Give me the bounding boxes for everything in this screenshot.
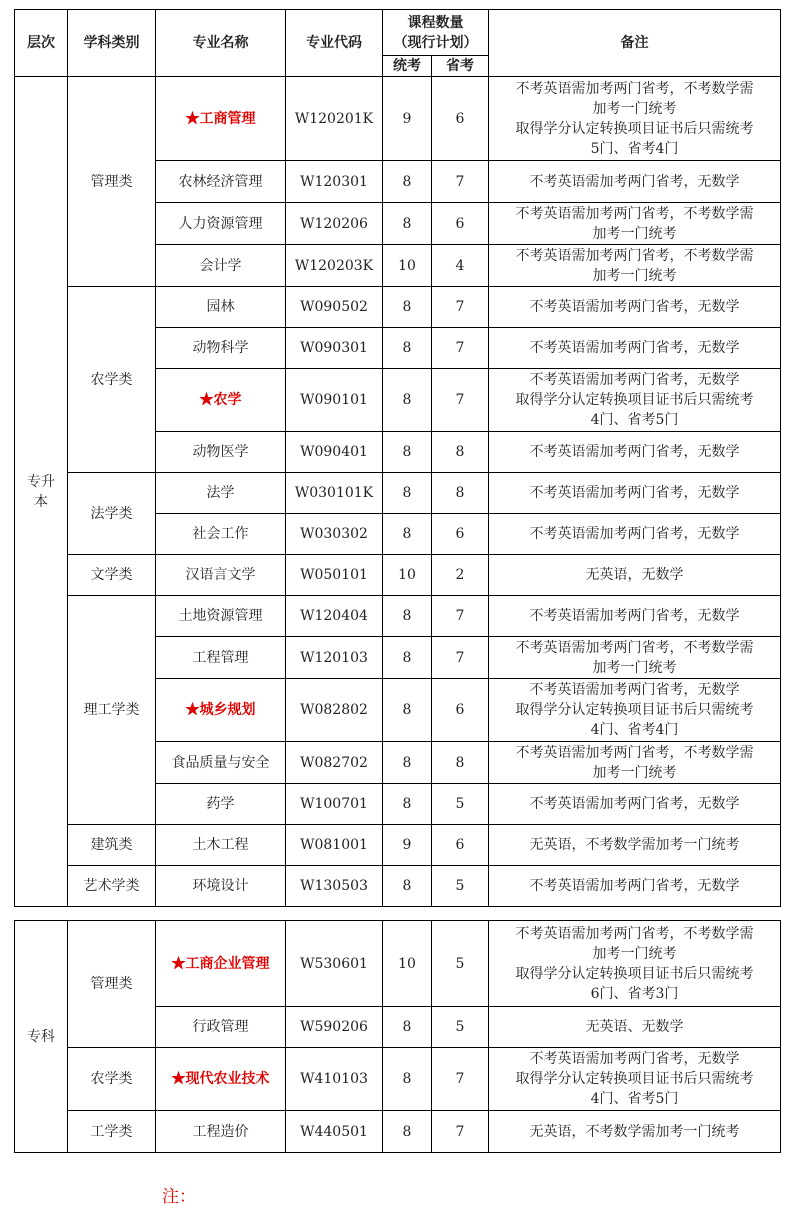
national-count-cell: 8: [383, 1048, 432, 1111]
provincial-count-cell: 8: [432, 432, 489, 473]
national-count-cell: 10: [383, 921, 432, 1007]
provincial-count-cell: 7: [432, 637, 489, 679]
major-cell: 会计学: [156, 245, 286, 287]
star-icon: ★: [185, 702, 200, 718]
remarks-cell: 不考英语需加考两门省考，无数学: [489, 784, 781, 825]
national-count-cell: 9: [383, 77, 432, 161]
remarks-cell: 无英语，不考数学需加考一门统考: [489, 1111, 781, 1153]
provincial-count-cell: 8: [432, 742, 489, 784]
provincial-count-cell: 8: [432, 473, 489, 514]
national-count-cell: 8: [383, 1111, 432, 1153]
provincial-count-cell: 5: [432, 1007, 489, 1048]
code-cell: W050101: [286, 555, 383, 596]
header-category: 学科类别: [68, 10, 156, 77]
header-major: 专业名称: [156, 10, 286, 77]
remarks-cell: 不考英语需加考两门省考，不考数学需 加考一门统考 取得学分认定转换项目证书后只需统考 6门、省考3门: [489, 921, 781, 1007]
category-cell: 理工学类: [68, 596, 156, 825]
provincial-count-cell: 7: [432, 596, 489, 637]
remarks-cell: 不考英语需加考两门省考，无数学 取得学分认定转换项目证书后只需统考 4门、省考5门: [489, 1048, 781, 1111]
remarks-cell: 不考英语需加考两门省考，无数学: [489, 596, 781, 637]
provincial-count-cell: 7: [432, 161, 489, 203]
provincial-count-cell: 6: [432, 514, 489, 555]
code-cell: W120103: [286, 637, 383, 679]
major-cell: 动物科学: [156, 328, 286, 369]
remarks-cell: 不考英语需加考两门省考，不考数学需 加考一门统考: [489, 742, 781, 784]
remarks-cell: 无英语，不考数学需加考一门统考: [489, 825, 781, 866]
major-cell: 社会工作: [156, 514, 286, 555]
major-cell: [156, 1048, 286, 1111]
national-count-cell: 9: [383, 825, 432, 866]
category-cell: 管理类: [68, 921, 156, 1048]
remarks-cell: 不考英语需加考两门省考，不考数学需 加考一门统考 取得学分认定转换项目证书后只需统考 5门、省考4门: [489, 77, 781, 161]
national-count-cell: 8: [383, 596, 432, 637]
code-cell: W410103: [286, 1048, 383, 1111]
code-cell: W120203K: [286, 245, 383, 287]
major-cell: 土木工程: [156, 825, 286, 866]
provincial-count-cell: 6: [432, 825, 489, 866]
major-name: 现代农业技术: [185, 1071, 270, 1087]
category-cell: 工学类: [68, 1111, 156, 1153]
major-name: 工商企业管理: [185, 955, 270, 972]
national-count-cell: 8: [383, 1007, 432, 1048]
table-row: [15, 596, 781, 637]
diploma-table: [14, 920, 781, 1153]
provincial-count-cell: 6: [432, 203, 489, 245]
major-cell: 药学: [156, 784, 286, 825]
major-name: 工商管理: [199, 110, 256, 127]
category-cell: 农学类: [68, 1048, 156, 1111]
level-cell: 专科: [15, 921, 68, 1153]
category-cell: 法学类: [68, 473, 156, 555]
header-national: 统考: [383, 56, 432, 77]
national-count-cell: 8: [383, 369, 432, 432]
code-cell: W120301: [286, 161, 383, 203]
star-icon: ★: [185, 110, 200, 127]
remarks-cell: 不考英语需加考两门省考，无数学: [489, 432, 781, 473]
remarks-cell: 不考英语需加考两门省考，不考数学需 加考一门统考: [489, 637, 781, 679]
table-row: [15, 1048, 781, 1111]
remarks-cell: 无英语、无数学: [489, 1007, 781, 1048]
major-cell: 法学: [156, 473, 286, 514]
remarks-cell: 不考英语需加考两门省考，无数学: [489, 473, 781, 514]
national-count-cell: 8: [383, 161, 432, 203]
national-count-cell: 8: [383, 637, 432, 679]
provincial-count-cell: 7: [432, 369, 489, 432]
major-cell: 工程造价: [156, 1111, 286, 1153]
level-cell: 专升 本: [15, 77, 68, 907]
provincial-count-cell: 5: [432, 784, 489, 825]
major-cell: 工程管理: [156, 637, 286, 679]
major-name: 城乡规划: [199, 702, 256, 718]
remarks-cell: 不考英语需加考两门省考，无数学: [489, 161, 781, 203]
category-cell: 建筑类: [68, 825, 156, 866]
header-provincial: 省考: [432, 56, 489, 77]
code-cell: W090401: [286, 432, 383, 473]
category-cell: 农学类: [68, 287, 156, 473]
major-cell: [156, 77, 286, 161]
table-row: [15, 555, 781, 596]
star-icon: ★: [199, 392, 214, 408]
table-row: [15, 473, 781, 514]
national-count-cell: 8: [383, 328, 432, 369]
header-remarks: 备注: [489, 10, 781, 77]
category-cell: 文学类: [68, 555, 156, 596]
footnote: 注：: [162, 1187, 196, 1207]
major-cell: 土地资源管理: [156, 596, 286, 637]
code-cell: W120206: [286, 203, 383, 245]
remarks-cell: 不考英语需加考两门省考，不考数学需 加考一门统考: [489, 203, 781, 245]
provincial-count-cell: 5: [432, 921, 489, 1007]
remarks-cell: 不考英语需加考两门省考，无数学 取得学分认定转换项目证书后只需统考 4门、省考4门: [489, 679, 781, 742]
header-code: 专业代码: [286, 10, 383, 77]
provincial-count-cell: 7: [432, 1111, 489, 1153]
star-icon: ★: [171, 1071, 186, 1087]
category-cell: 管理类: [68, 77, 156, 287]
code-cell: W082802: [286, 679, 383, 742]
major-cell: [156, 921, 286, 1007]
national-count-cell: 10: [383, 555, 432, 596]
code-cell: W090101: [286, 369, 383, 432]
national-count-cell: 8: [383, 432, 432, 473]
remarks-cell: 不考英语需加考两门省考，不考数学需 加考一门统考: [489, 245, 781, 287]
table-row: [15, 825, 781, 866]
major-cell: 人力资源管理: [156, 203, 286, 245]
major-cell: 动物医学: [156, 432, 286, 473]
national-count-cell: 8: [383, 866, 432, 907]
major-cell: 农林经济管理: [156, 161, 286, 203]
code-cell: W100701: [286, 784, 383, 825]
national-count-cell: 10: [383, 245, 432, 287]
code-cell: W530601: [286, 921, 383, 1007]
provincial-count-cell: 4: [432, 245, 489, 287]
national-count-cell: 8: [383, 742, 432, 784]
upgrade-table: [14, 9, 781, 907]
table-row: [15, 866, 781, 907]
national-count-cell: 8: [383, 514, 432, 555]
remarks-cell: 无英语，无数学: [489, 555, 781, 596]
table-row: [15, 921, 781, 1007]
national-count-cell: 8: [383, 784, 432, 825]
national-count-cell: 8: [383, 203, 432, 245]
header-level: 层次: [15, 10, 68, 77]
major-cell: 食品质量与安全: [156, 742, 286, 784]
code-cell: W120201K: [286, 77, 383, 161]
code-cell: W081001: [286, 825, 383, 866]
category-cell: 艺术学类: [68, 866, 156, 907]
code-cell: W590206: [286, 1007, 383, 1048]
table-row: [15, 1111, 781, 1153]
remarks-cell: 不考英语需加考两门省考，无数学: [489, 287, 781, 328]
provincial-count-cell: 7: [432, 328, 489, 369]
star-icon: ★: [171, 955, 186, 972]
major-cell: [156, 369, 286, 432]
code-cell: W090502: [286, 287, 383, 328]
remarks-cell: 不考英语需加考两门省考，无数学: [489, 328, 781, 369]
header-course-count: 课程数量 （现行计划）: [383, 10, 489, 56]
provincial-count-cell: 6: [432, 77, 489, 161]
remarks-cell: 不考英语需加考两门省考，无数学: [489, 866, 781, 907]
code-cell: W030101K: [286, 473, 383, 514]
code-cell: W130503: [286, 866, 383, 907]
provincial-count-cell: 5: [432, 866, 489, 907]
table-row: [15, 287, 781, 328]
major-cell: 行政管理: [156, 1007, 286, 1048]
provincial-count-cell: 2: [432, 555, 489, 596]
provincial-count-cell: 7: [432, 1048, 489, 1111]
national-count-cell: 8: [383, 679, 432, 742]
code-cell: W082702: [286, 742, 383, 784]
remarks-cell: 不考英语需加考两门省考，无数学 取得学分认定转换项目证书后只需统考 4门、省考5门: [489, 369, 781, 432]
provincial-count-cell: 6: [432, 679, 489, 742]
national-count-cell: 8: [383, 473, 432, 514]
code-cell: W030302: [286, 514, 383, 555]
major-cell: 环境设计: [156, 866, 286, 907]
code-cell: W120404: [286, 596, 383, 637]
major-cell: 园林: [156, 287, 286, 328]
major-cell: [156, 679, 286, 742]
national-count-cell: 8: [383, 287, 432, 328]
major-cell: 汉语言文学: [156, 555, 286, 596]
remarks-cell: 不考英语需加考两门省考，无数学: [489, 514, 781, 555]
provincial-count-cell: 7: [432, 287, 489, 328]
code-cell: W090301: [286, 328, 383, 369]
code-cell: W440501: [286, 1111, 383, 1153]
table-row: [15, 77, 781, 161]
major-name: 农学: [213, 392, 242, 408]
